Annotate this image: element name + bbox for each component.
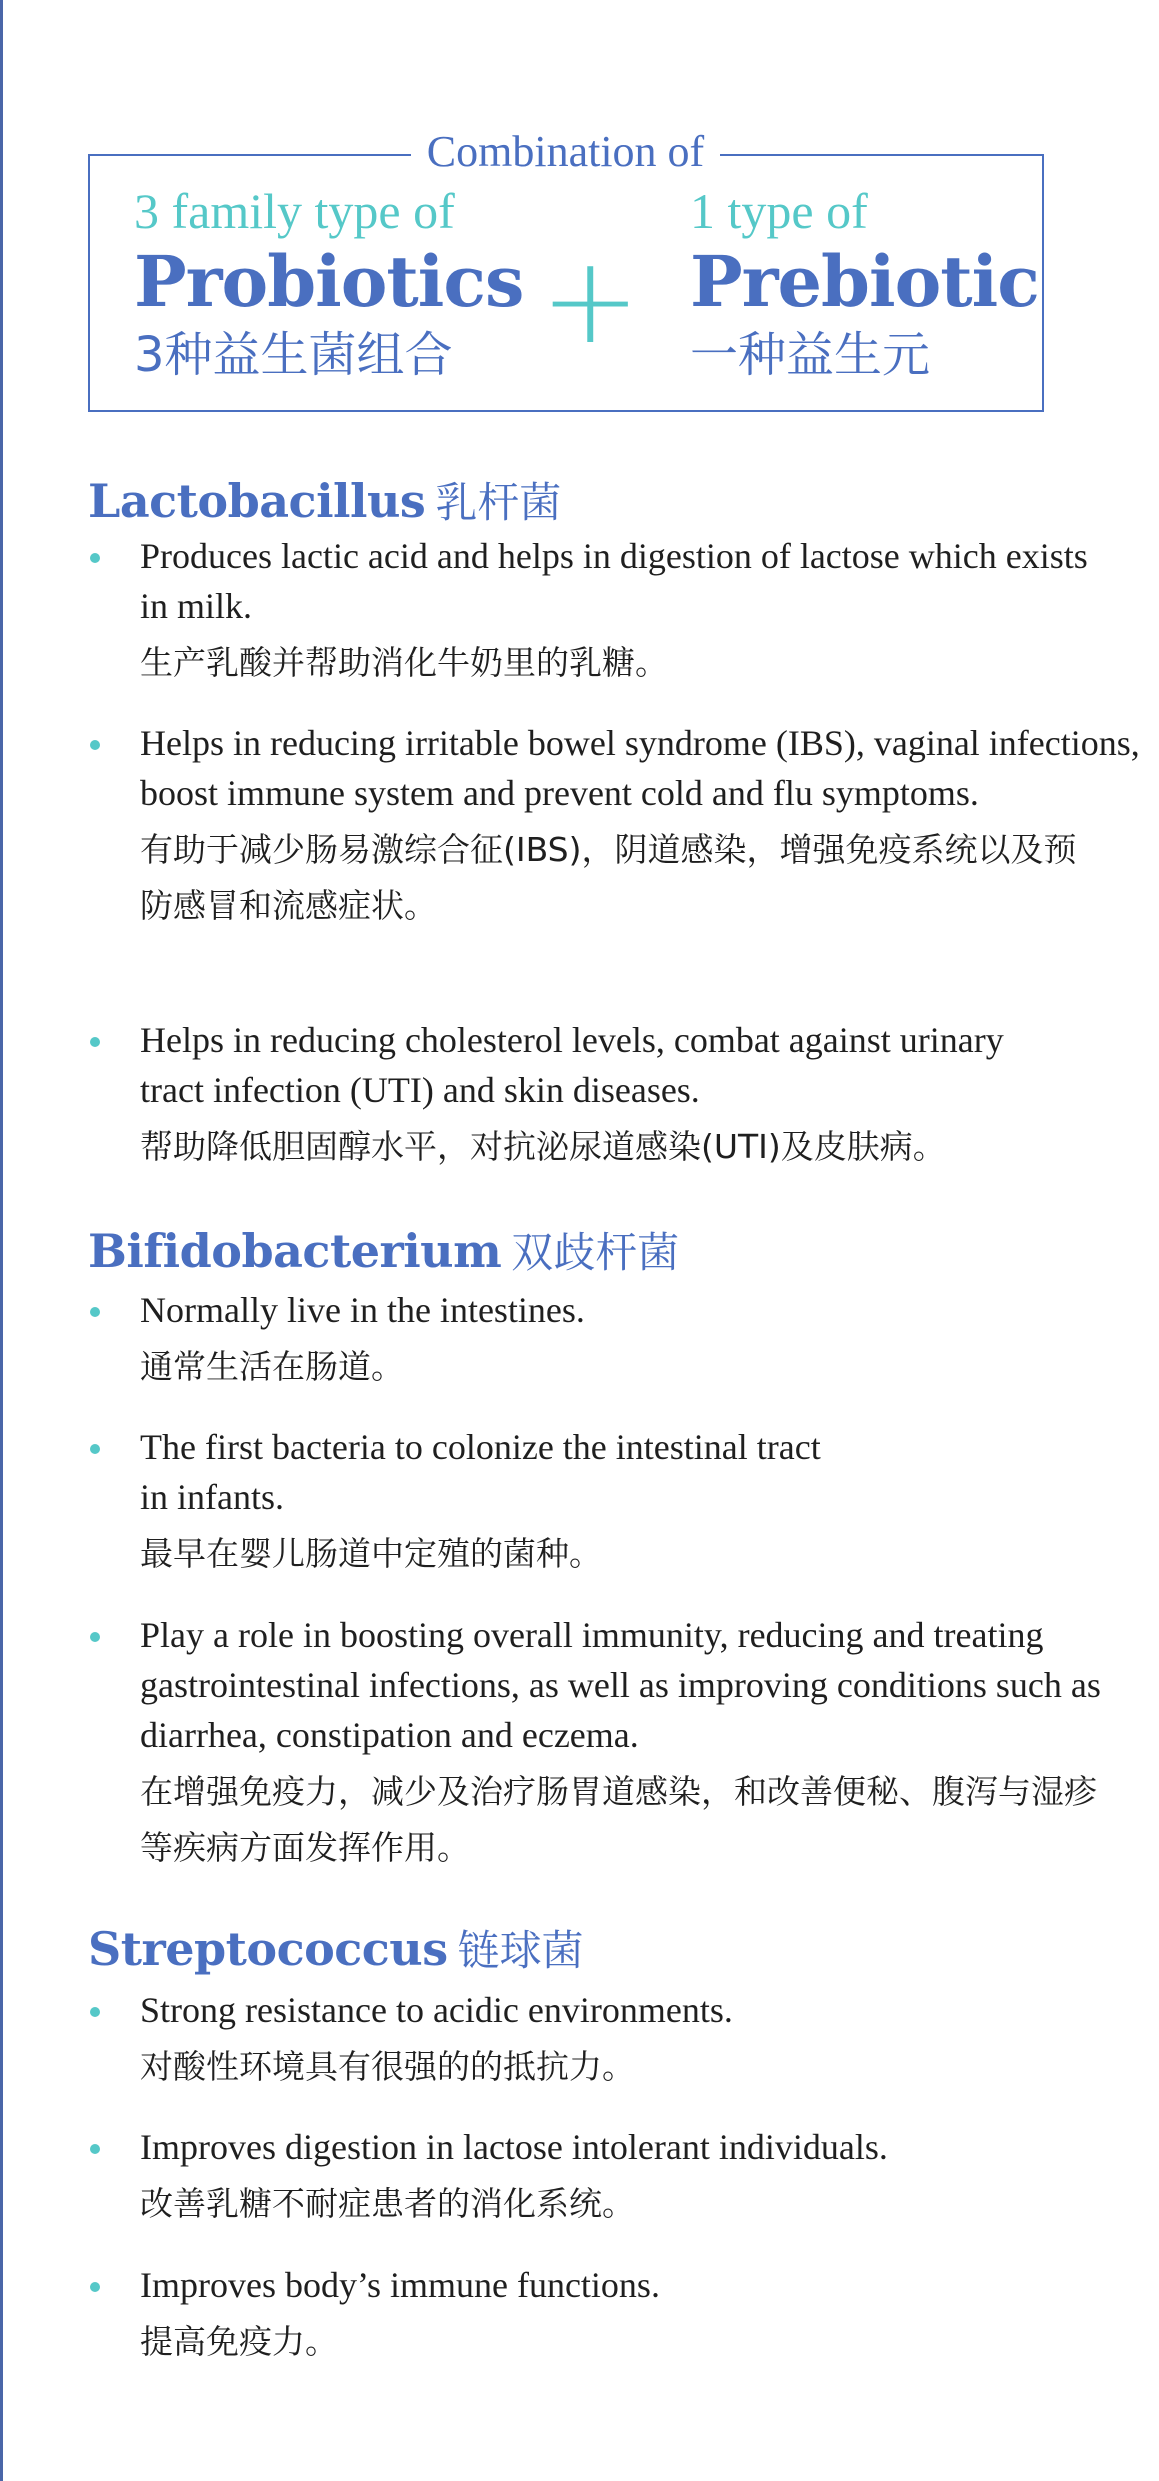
- bullet-dot-icon: [90, 1444, 100, 1454]
- item-text-en: Strong resistance to acidic environments.: [140, 1990, 733, 2030]
- item-text-cn: 最早在婴儿肠道中定殖的菌种。: [140, 1534, 602, 1573]
- item-text-en: Improves digestion in lactose intolerant individuals.: [140, 2127, 888, 2167]
- prebiotic-column: [690, 182, 1039, 386]
- section-name-cn: 链球菌: [457, 1926, 584, 1975]
- item-text-cn: 提高免疫力。: [140, 2322, 338, 2361]
- bullet-dot-icon: [90, 2007, 100, 2017]
- plus-icon: +: [540, 232, 641, 371]
- combination-box: [88, 154, 1044, 412]
- probiotics-column: [134, 182, 523, 386]
- list-item: [88, 2122, 1128, 2232]
- prebiotic-cn-title: 一种益生元: [690, 327, 931, 383]
- bullet-dot-icon: [90, 553, 100, 563]
- item-text-en: The first bacteria to colonize the intestinal tract in infants.: [140, 1427, 821, 1517]
- bullet-dot-icon: [90, 1632, 100, 1642]
- section-name-cn: 乳杆菌: [435, 478, 562, 527]
- list-item: [88, 1985, 1128, 2095]
- item-text-en: Play a role in boosting overall immunity, reducing and treating gastrointestinal infections, as well as improving conditions such as diarrhea, constipation and eczema.: [140, 1615, 1101, 1755]
- left-edge-stripe: [0, 0, 3, 2481]
- bullet-dot-icon: [90, 1307, 100, 1317]
- item-text-en: Improves body’s immune functions.: [140, 2265, 660, 2305]
- probiotics-title: Probiotics: [134, 240, 524, 323]
- section-heading-lactobacillus: [88, 470, 561, 530]
- section-heading-bifidobacterium: [88, 1220, 679, 1280]
- section-name-en: Streptococcus: [88, 1922, 448, 1976]
- bullet-dot-icon: [90, 2282, 100, 2292]
- probiotics-subtitle: 3 family type of: [134, 183, 455, 239]
- bullet-dot-icon: [90, 740, 100, 750]
- list-item: [88, 1610, 1128, 1876]
- item-text-cn: 生产乳酸并帮助消化牛奶里的乳糖。: [140, 643, 668, 682]
- bullet-dot-icon: [90, 1037, 100, 1047]
- item-text-cn: 通常生活在肠道。: [140, 1347, 404, 1386]
- prebiotic-subtitle: 1 type of: [690, 183, 868, 239]
- section-name-cn: 双歧杆菌: [511, 1228, 680, 1277]
- list-item: [88, 1285, 1128, 1395]
- list-item: [88, 531, 1128, 691]
- list-item: [88, 718, 1140, 934]
- item-text-cn: 对酸性环境具有很强的的抵抗力。: [140, 2047, 635, 2086]
- item-text-cn: 在增强免疫力，减少及治疗肠胃道感染，和改善便秘、腹泻与湿疹等疾病方面发挥作用。: [140, 1772, 1097, 1867]
- prebiotic-title: Prebiotic: [690, 240, 1039, 323]
- item-text-cn: 改善乳糖不耐症患者的消化系统。: [140, 2184, 635, 2223]
- section-heading-streptococcus: [88, 1918, 584, 1978]
- list-item: [88, 2260, 1128, 2370]
- probiotics-cn-title: 3种益生菌组合: [134, 327, 453, 383]
- item-text-en: Helps in reducing irritable bowel syndrome (IBS), vaginal infections, boost immune system and prevent cold and flu symptoms.: [140, 723, 1140, 813]
- item-text-en: Normally live in the intestines.: [140, 1290, 585, 1330]
- combination-label: [0, 122, 1131, 182]
- item-text-cn: 有助于减少肠易激综合征(IBS)，阴道感染，增强免疫系统以及预防感冒和流感症状。: [140, 830, 1077, 925]
- section-name-en: Bifidobacterium: [88, 1224, 502, 1278]
- item-text-en: Helps in reducing cholesterol levels, combat against urinary tract infection (UTI) and skin diseases.: [140, 1020, 1004, 1110]
- combination-label-text: Combination of: [411, 127, 720, 176]
- list-item: [88, 1422, 1128, 1582]
- item-text-en: Produces lactic acid and helps in digestion of lactose which exists in milk.: [140, 536, 1088, 626]
- bullet-dot-icon: [90, 2144, 100, 2154]
- list-item: [88, 1015, 1128, 1175]
- section-name-en: Lactobacillus: [88, 474, 426, 528]
- item-text-cn: 帮助降低胆固醇水平，对抗泌尿道感染(UTI)及皮肤病。: [140, 1127, 946, 1166]
